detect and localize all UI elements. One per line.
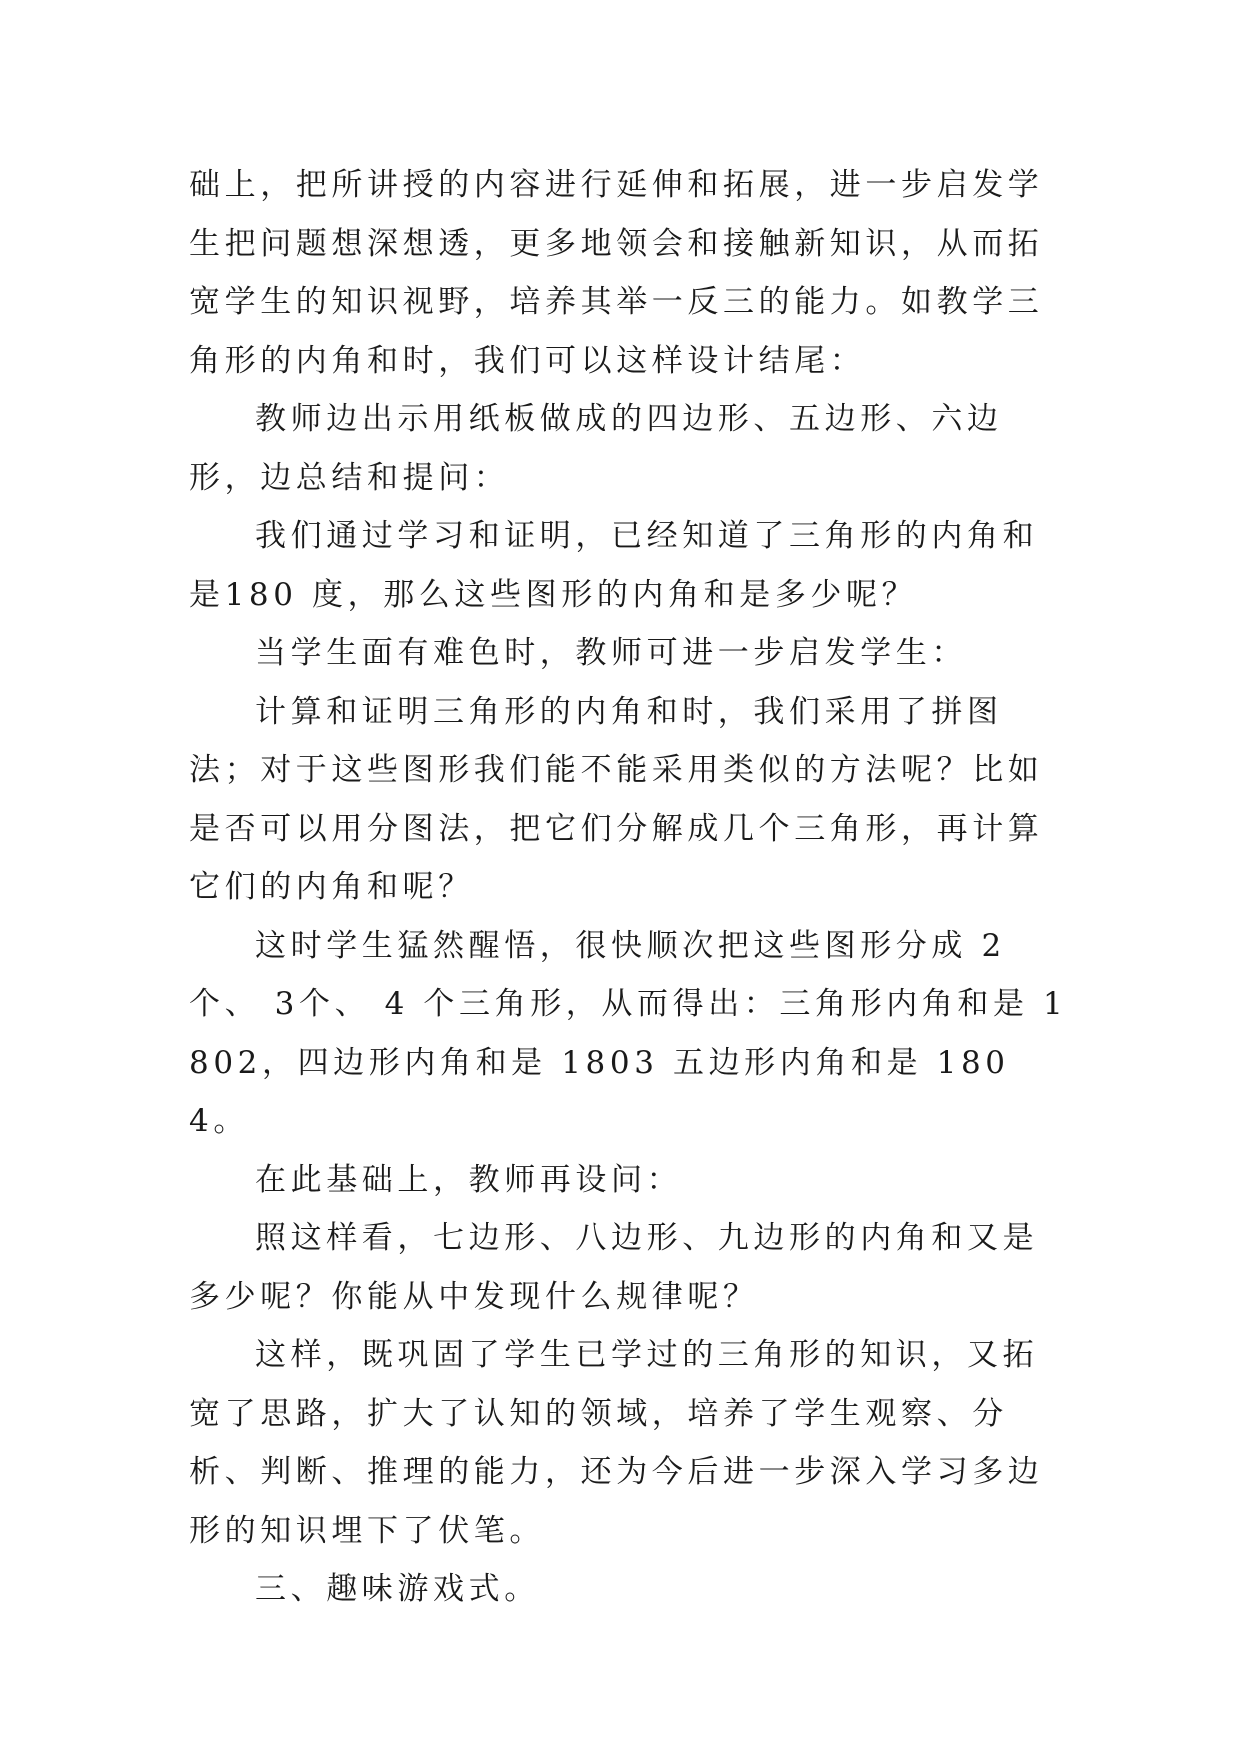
paragraph-7: 在此基础上，教师再设问： (255, 1161, 683, 1198)
paragraph-3: 我们通过学习和证明，已经知道了三角形的内角和是180 度，那么这些图形的内角和是多少呢？ (189, 518, 1039, 613)
document-body (189, 156, 1069, 1619)
paragraph-6: 这时学生猛然醒悟，很快顺次把这些图形分成 2 个、 3个、 4 个三角形，从而得出：三角形内角和是 1802，四边形内角和是 1803 五边形内角和是 1804。 (189, 927, 1068, 1139)
paragraph-4: 当学生面有难色时，教师可进一步启发学生： (255, 635, 967, 671)
paragraph-2: 教师边出示用纸板做成的四边形、五边形、六边形，边总结和提问： (189, 401, 1003, 496)
paragraph-1: 础上，把所讲授的内容进行延伸和拓展，进一步启发学生把问题想深想透，更多地领会和接触新知识，从而拓宽学生的知识视野，培养其举一反三的能力。如教学三角形的内角和时，我们可以这样设计结尾： (189, 167, 1044, 379)
paragraph-9: 这样，既巩固了学生已学过的三角形的知识，又拓宽了思路，扩大了认知的领域，培养了学生观察、分析、判断、推理的能力，还为今后进一步深入学习多边形的知识埋下了伏笔。 (189, 1337, 1044, 1549)
paragraph-8: 照这样看，七边形、八边形、九边形的内角和又是多少呢？你能从中发现什么规律呢？ (189, 1220, 1039, 1315)
paragraph-5: 计算和证明三角形的内角和时，我们采用了拼图法；对于这些图形我们能不能采用类似的方法呢？比如是否可以用分图法，把它们分解成几个三角形，再计算它们的内角和呢？ (189, 693, 1044, 905)
section-heading: 三、趣味游戏式。 (255, 1571, 540, 1607)
